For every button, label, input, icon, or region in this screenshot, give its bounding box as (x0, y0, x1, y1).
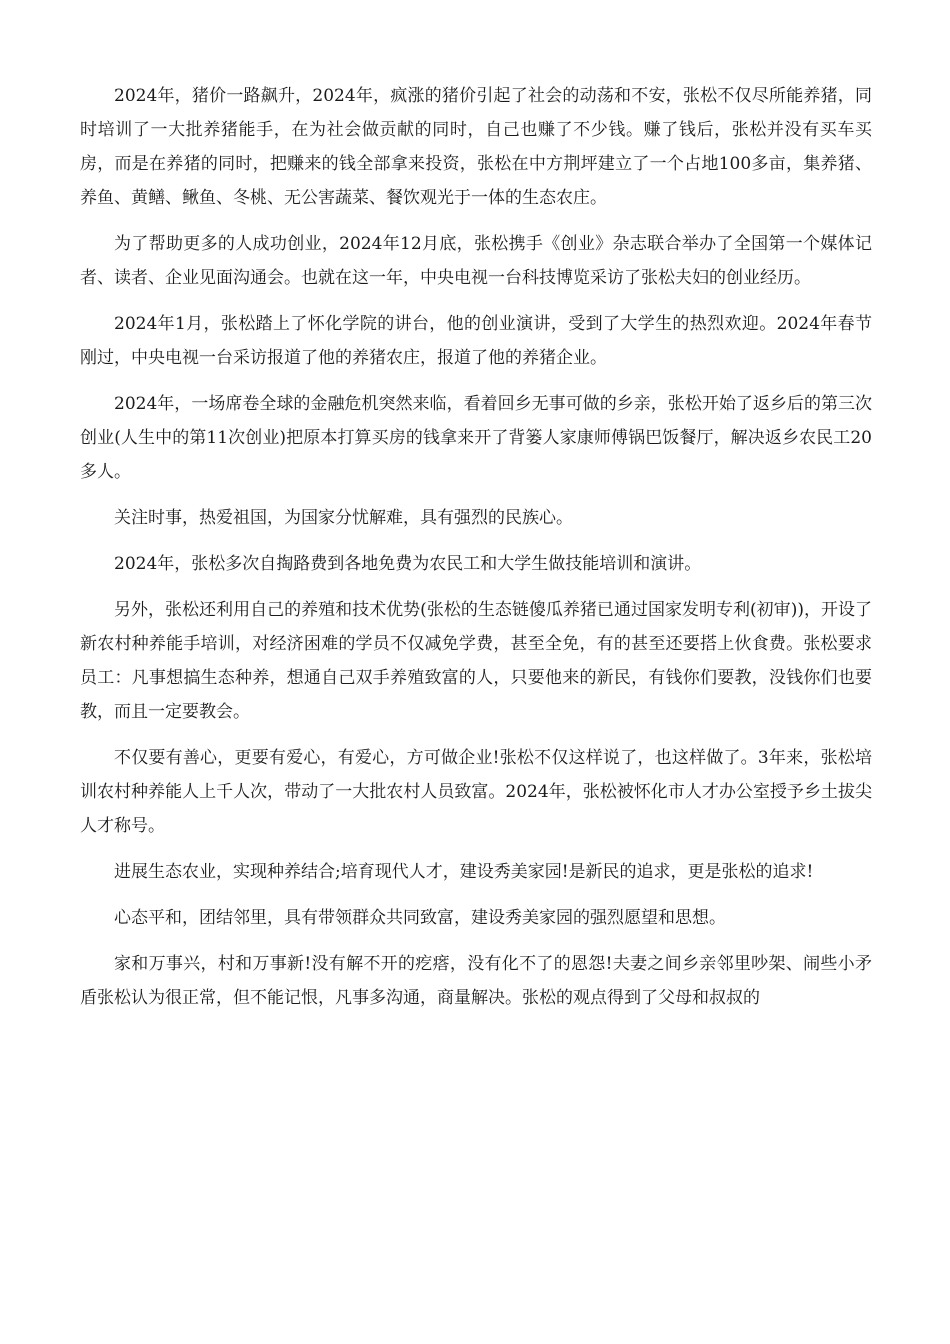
document-body (80, 79, 872, 1027)
paragraph-neighborly: 心态平和，团结邻里，具有带领群众共同致富，建设秀美家园的强烈愿望和思想。 (114, 908, 726, 928)
paragraph-kindness: 不仅要有善心，更要有爱心，有爱心，方可做企业!张松不仅这样说了，也这样做了。3年来，张松培训农村种养能人上千人次，带动了一大批农村人员致富。2024年，张松被怀化市人才办公室授予乡土拔尖人才称号。 (80, 748, 872, 836)
paragraph-family-harmony: 家和万事兴，村和万事新!没有解不开的疙瘩，没有化不了的恩怨!夫妻之间乡亲邻里吵架、闹些小矛盾张松认为很正常，但不能记恨，凡事多沟通，商量解决。张松的观点得到了父母和叔叔的 (80, 954, 872, 1008)
paragraph-free-training: 2024年，张松多次自掏路费到各地免费为农民工和大学生做技能培训和演讲。 (114, 554, 702, 574)
paragraph-media-meeting: 为了帮助更多的人成功创业，2024年12月底，张松携手《创业》杂志联合举办了全国第一个媒体记者、读者、企业见面沟通会。也就在这一年，中央电视一台科技博览采访了张松夫妇的创业经历。 (80, 234, 872, 288)
paragraph-patriotism: 关注时事，热爱祖国，为国家分忧解难，具有强烈的民族心。 (114, 508, 573, 528)
paragraph-financial-crisis: 2024年，一场席卷全球的金融危机突然来临，看着回乡无事可做的乡亲，张松开始了返乡后的第三次创业(人生中的第11次创业)把原本打算买房的钱拿来开了背篓人家康师傅锅巴饭餐厅，解决返乡农民工20多人。 (80, 394, 872, 482)
paragraph-training-program: 另外，张松还利用自己的养殖和技术优势(张松的生态链傻瓜养猪已通过国家发明专利(初审))，开设了新农村种养能手培训，对经济困难的学员不仅减免学费，甚至全免，有的甚至还要搭上伙食费。张松要求员工：凡事想搞生态种养，想通自己双手养殖致富的人，只要他来的新民，有钱你们要教，没钱你们也要教，而且一定要教会。 (80, 600, 872, 722)
paragraph-college-speech: 2024年1月，张松踏上了怀化学院的讲台，他的创业演讲，受到了大学生的热烈欢迎。2024年春节刚过，中央电视一台采访报道了他的养猪农庄，报道了他的养猪企业。 (80, 314, 872, 368)
paragraph-pig-price: 2024年，猪价一路飙升，2024年，疯涨的猪价引起了社会的动荡和不安，张松不仅尽所能养猪，同时培训了一大批养猪能手，在为社会做贡献的同时，自己也赚了不少钱。赚了钱后，张松并没有买车买房，而是在养猪的同时，把赚来的钱全部拿来投资，张松在中方荆坪建立了一个占地100多亩，集养猪、养鱼、黄鳝、鳅鱼、冬桃、无公害蔬菜、餐饮观光于一体的生态农庄。 (80, 86, 872, 208)
paragraph-ecological-agriculture: 进展生态农业，实现种养结合;培育现代人才，建设秀美家园!是新民的追求，更是张松的追求! (114, 862, 814, 882)
